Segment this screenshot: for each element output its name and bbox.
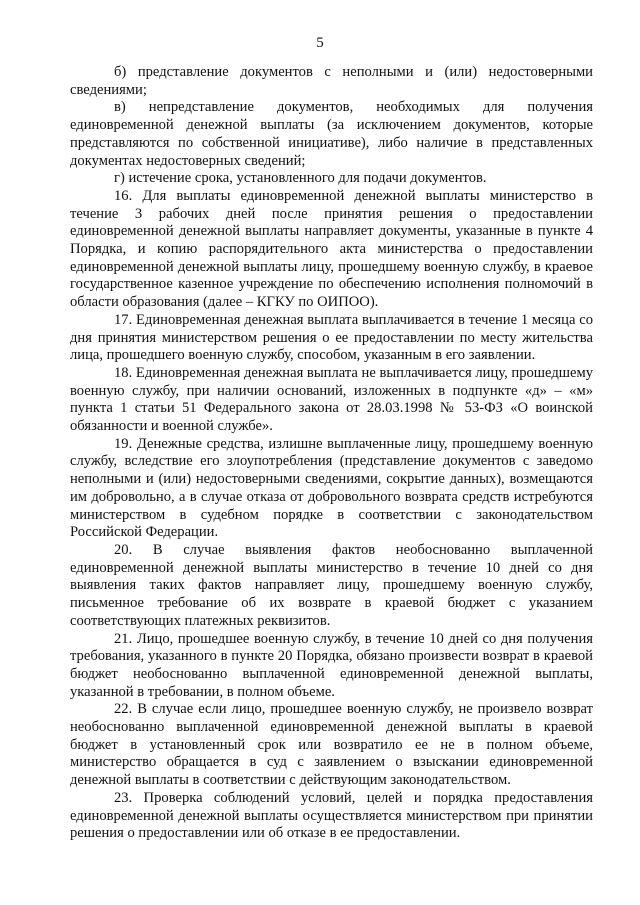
paragraph-subitem-v: в) непредставление документов, необходимых для получения единовременной денежной выплаты (за исключением документов, которые представляются по собственной инициативе), либо наличие в представленных документах недостоверных сведений;	[70, 99, 593, 169]
paragraph-23: 23. Проверка соблюдений условий, целей и порядка предоставления единовременной денежной выплаты осуществляется министерством при принятии решения о предоставлении или об отказе в ее предоставлении.	[70, 789, 593, 842]
paragraph-19: 19. Денежные средства, излишне выплаченные лицу, прошедшему военную службу, вследствие его злоупотребления (представление документов с заведомо неполными и (или) недостоверными сведениями, сокрытие данных), возмещаются им добровольно, а в случае отказа от добровольного возврата средств истребуются министерством в судебном порядке в соответствии с законодательством Российской Федерации.	[70, 435, 593, 541]
paragraph-17: 17. Единовременная денежная выплата выплачивается в течение 1 месяца со дня принятия министерством решения о ее предоставлении по месту жительства лица, прошедшего военную службу, способом, указанным в его заявлении.	[70, 311, 593, 364]
paragraph-21: 21. Лицо, прошедшее военную службу, в течение 10 дней со дня получения требования, указанного в пункте 20 Порядка, обязано произвести возврат в краевой бюджет необоснованно выплаченной единовременной денежной выплаты, указанной в требовании, в полном объеме.	[70, 630, 593, 700]
paragraph-22: 22. В случае если лицо, прошедшее военную службу, не произвело возврат необоснованно выплаченной единовременной денежной выплаты в краевой бюджет в установленный срок или возвратило ее не в полном объеме, министерство обращается в суд с заявлением о взыскании единовременной денежной выплаты в соответствии с действующим законодательством.	[70, 701, 593, 789]
paragraph-20: 20. В случае выявления фактов необоснованно выплаченной единовременной денежной выплаты министерство в течение 10 дней со дня выявления таких фактов направляет лицу, прошедшему военную службу, письменное требование об их возврате в краевой бюджет с указанием соответствующих платежных реквизитов.	[70, 541, 593, 629]
paragraph-18: 18. Единовременная денежная выплата не выплачивается лицу, прошедшему военную службу, при наличии оснований, изложенных в подпункте «д» – «м» пункта 1 статьи 51 Федерального закона от 28.03.1998 № 53-ФЗ «О воинской обязанности и военной службе».	[70, 364, 593, 435]
paragraph-subitem-g: г) истечение срока, установленного для подачи документов.	[114, 170, 487, 187]
paragraph-subitem-b: б) представление документов с неполными и (или) недостоверными сведениями;	[70, 64, 593, 98]
paragraph-16: 16. Для выплаты единовременной денежной выплаты министерство в течение 3 рабочих дней после принятия решения о предоставлении единовременной денежной выплаты направляет документы, указанные в пункте 4 Порядка, и копию распорядительного акта министерства о предоставлении единовременной денежной выплаты лицу, прошедшему военную службу, в краевое государственное казенное учреждение по обеспечению исполнения полномочий в области образования (далее – КГКУ по ОИПОО).	[70, 187, 593, 311]
document-body	[70, 64, 593, 843]
page-number: 5	[316, 35, 324, 51]
